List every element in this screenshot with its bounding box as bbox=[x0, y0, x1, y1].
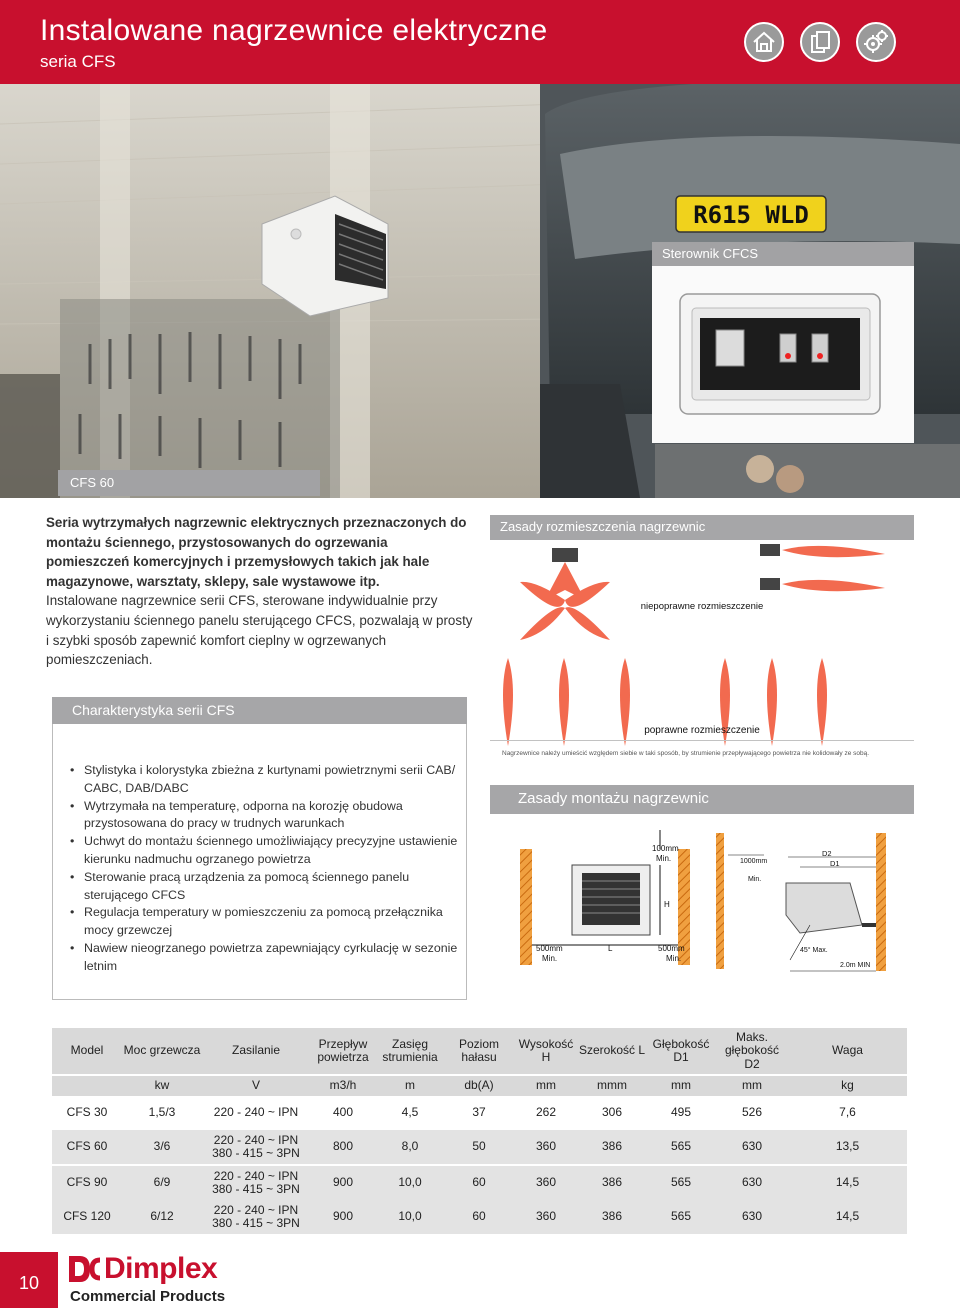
spec-data-cell: 10,0 bbox=[398, 1175, 422, 1190]
spec-header-cell: Przepływ powietrza bbox=[317, 1036, 369, 1064]
spec-data-cell: 60 bbox=[472, 1209, 486, 1224]
spec-header-cell: Maks. głębokość D2 bbox=[724, 1029, 780, 1071]
top-clearance-label: 100mm bbox=[652, 844, 679, 853]
spec-unit-cell: kg bbox=[841, 1078, 854, 1093]
divider bbox=[490, 740, 914, 741]
spec-data-cell: 386 bbox=[601, 1175, 623, 1190]
spec-header-cell: Zasięg strumienia bbox=[382, 1036, 438, 1064]
page-title: Instalowane nagrzewnice elektryczne bbox=[40, 14, 548, 47]
spec-header-cell: Poziom hałasu bbox=[458, 1036, 499, 1064]
spec-unit-cell: m3/h bbox=[329, 1078, 357, 1093]
side-min-label: Min. bbox=[748, 876, 762, 883]
width-label: L bbox=[608, 944, 613, 953]
floor-height-label: 2.0m MIN bbox=[840, 962, 871, 969]
spec-data-cell: 14,5 bbox=[835, 1175, 860, 1190]
page-number: 10 bbox=[0, 1252, 58, 1308]
spec-data-cell: 10,0 bbox=[398, 1209, 422, 1224]
placement-heading: Zasady rozmieszczenia nagrzewnic bbox=[490, 515, 914, 540]
spec-data-cell: 7,6 bbox=[839, 1105, 856, 1120]
brand-tagline: Commercial Products bbox=[70, 1288, 226, 1305]
spec-data-cell: CFS 30 bbox=[66, 1105, 108, 1120]
spec-data-cell: 360 bbox=[535, 1175, 557, 1190]
incorrect-label: niepoprawne rozmieszczenie bbox=[640, 601, 764, 612]
spec-data-cell: 386 bbox=[601, 1209, 623, 1224]
right-clearance-label: 500mm bbox=[658, 944, 685, 953]
spec-data-cell: 900 bbox=[332, 1209, 354, 1224]
spec-data-cell: 8,0 bbox=[401, 1139, 419, 1154]
page-subtitle: seria CFS bbox=[40, 52, 116, 71]
spec-data-cell: 37 bbox=[472, 1105, 486, 1120]
brand-name: Dimplex bbox=[104, 1252, 218, 1285]
spec-data-cell: 386 bbox=[601, 1139, 623, 1154]
dimplex-logo-icon bbox=[66, 1254, 102, 1284]
depth1-label: D1 bbox=[830, 859, 840, 868]
placement-diagram bbox=[490, 540, 914, 750]
spec-data-cell: 14,5 bbox=[835, 1209, 860, 1224]
features-heading: Charakterystyka serii CFS bbox=[52, 697, 467, 724]
left-min-label: Min. bbox=[542, 954, 558, 963]
spec-header-cell: Głębokość D1 bbox=[652, 1036, 710, 1064]
features-list bbox=[70, 762, 460, 976]
spec-data-cell: 220 - 240 ~ IPN bbox=[213, 1105, 299, 1120]
top-min-label: Min. bbox=[656, 854, 672, 863]
spec-unit-cell: mmm bbox=[597, 1078, 627, 1093]
placement-note: Nagrzewnice należy umieścić względem siebie w taki sposób, by strumienie przepływającego powietrza nie kolidowały ze sobą. bbox=[502, 750, 870, 757]
spec-unit-cell: V bbox=[251, 1078, 260, 1093]
intro-body: Instalowane nagrzewnice serii CFS, sterowane indywidualnie przy wykorzystaniu ściennego panelu sterującego CFCS, pozwalają w prosty i szybki sposób zapewnić komfort cieplny w ogrzewanych pomieszczeniach. bbox=[46, 593, 473, 668]
intro-text bbox=[46, 513, 474, 670]
house-icon[interactable] bbox=[744, 22, 784, 62]
spec-header-cell: Wysokość H bbox=[518, 1036, 574, 1064]
left-clearance-label: 500mm bbox=[536, 944, 563, 953]
spec-data-cell: 630 bbox=[741, 1139, 763, 1154]
spec-data-cell: 526 bbox=[741, 1105, 763, 1120]
spec-data-cell: 1,5/3 bbox=[148, 1105, 176, 1120]
heater-caption: CFS 60 bbox=[58, 470, 320, 496]
header-icon-bar bbox=[722, 0, 960, 84]
spec-unit-cell: mm bbox=[536, 1078, 556, 1093]
controller-photo bbox=[652, 266, 914, 443]
page-header bbox=[0, 0, 722, 84]
spec-data-cell: 565 bbox=[670, 1175, 692, 1190]
spec-data-cell: 13,5 bbox=[835, 1139, 860, 1154]
spec-data-row bbox=[52, 1102, 907, 1124]
spec-unit-cell: kw bbox=[154, 1078, 170, 1093]
spec-data-cell: 400 bbox=[332, 1105, 354, 1120]
spec-data-cell: 6/9 bbox=[153, 1175, 171, 1190]
spec-data-cell: 60 bbox=[472, 1175, 486, 1190]
intro-bold: Seria wytrzymałych nagrzewnic elektrycznych przeznaczonych do montażu ściennego, przystosowanych do ogrzewania pomieszczeń komercyjnych i przemysłowych takich jak hale magazynowe, warsztaty, sklepy, sale wystawowe itp. bbox=[46, 515, 467, 589]
spec-unit-cell: mm bbox=[742, 1078, 762, 1093]
spec-data-cell: 262 bbox=[535, 1105, 557, 1120]
spec-unit-cell bbox=[52, 1076, 122, 1096]
spec-data-cell: 360 bbox=[535, 1139, 557, 1154]
gears-icon[interactable] bbox=[856, 22, 896, 62]
spec-data-row bbox=[52, 1166, 907, 1200]
height-label: H bbox=[664, 900, 670, 909]
spec-data-cell: CFS 90 bbox=[66, 1175, 108, 1190]
feature-item: • Wytrzymała na temperaturę, odporna na korozję obudowa przystosowana do pracy w trudnych warunkach bbox=[70, 798, 460, 834]
spec-data-cell: 495 bbox=[670, 1105, 692, 1120]
spec-data-cell: 800 bbox=[332, 1139, 354, 1154]
spec-data-cell: 630 bbox=[741, 1175, 763, 1190]
spec-unit-cell: db(A) bbox=[464, 1078, 494, 1093]
spec-data-cell: 900 bbox=[332, 1175, 354, 1190]
spec-unit-row bbox=[52, 1076, 907, 1096]
spec-unit-cell: mm bbox=[671, 1078, 691, 1093]
spec-data-cell: 50 bbox=[472, 1139, 486, 1154]
spec-data-cell: 630 bbox=[741, 1209, 763, 1224]
mounting-diagram bbox=[490, 825, 890, 985]
spec-data-cell: 220 - 240 ~ IPN 380 - 415 ~ 3PN bbox=[212, 1168, 300, 1196]
right-min-label: Min. bbox=[666, 954, 682, 963]
hero-photo bbox=[0, 84, 960, 498]
spec-data-cell: 306 bbox=[601, 1105, 623, 1120]
spec-data-cell: CFS 120 bbox=[63, 1209, 111, 1224]
features-box bbox=[52, 724, 467, 1000]
spec-data-cell: 220 - 240 ~ IPN 380 - 415 ~ 3PN bbox=[212, 1202, 300, 1230]
spec-header-row bbox=[52, 1028, 907, 1074]
spec-data-cell: 6/12 bbox=[150, 1209, 174, 1224]
spec-header-cell: Waga bbox=[832, 1043, 863, 1058]
feature-item: • Regulacja temperatury w pomieszczeniu za pomocą przełącznika mocy grzewczej bbox=[70, 904, 460, 940]
spec-header-cell: Model bbox=[70, 1043, 104, 1058]
controller-caption: Sterownik CFCS bbox=[652, 242, 914, 266]
spec-data-cell: 3/6 bbox=[153, 1139, 171, 1154]
side-clearance-label: 1000mm bbox=[740, 858, 768, 865]
spec-data-cell: 360 bbox=[535, 1209, 557, 1224]
spec-header-cell: Szerokość L bbox=[578, 1043, 646, 1058]
spec-header-cell: Zasilanie bbox=[231, 1043, 281, 1058]
feature-item: • Nawiew nieogrzanego powietrza zapewniający cyrkulację w sezonie letnim bbox=[70, 940, 460, 976]
mounting-heading: Zasady montażu nagrzewnic bbox=[490, 785, 914, 814]
spec-data-cell: 220 - 240 ~ IPN 380 - 415 ~ 3PN bbox=[212, 1132, 300, 1160]
spec-data-cell: 565 bbox=[670, 1139, 692, 1154]
documents-icon[interactable] bbox=[800, 22, 840, 62]
feature-item: • Sterowanie pracą urządzenia za pomocą ściennego panelu sterującego CFCS bbox=[70, 869, 460, 905]
spec-data-row bbox=[52, 1200, 907, 1234]
depth2-label: D2 bbox=[822, 849, 832, 858]
spec-unit-cell: m bbox=[405, 1078, 415, 1093]
feature-item: • Uchwyt do montażu ściennego umożliwiający precyzyjne ustawienie kierunku nadmuchu ogrzanego powietrza bbox=[70, 833, 460, 869]
license-plate: R615 WLD bbox=[693, 201, 809, 229]
spec-data-cell: 4,5 bbox=[401, 1105, 419, 1120]
angle-label: 45° Max. bbox=[800, 947, 828, 954]
feature-item: • Stylistyka i kolorystyka zbieżna z kurtynami powietrznymi serii CAB/ CABC, DAB/DABC bbox=[70, 762, 460, 798]
spec-data-cell: CFS 60 bbox=[66, 1139, 108, 1154]
correct-label: poprawne rozmieszczenie bbox=[644, 725, 760, 736]
spec-header-cell: Moc grzewcza bbox=[123, 1043, 201, 1058]
spec-data-cell: 565 bbox=[670, 1209, 692, 1224]
spec-data-row bbox=[52, 1130, 907, 1164]
